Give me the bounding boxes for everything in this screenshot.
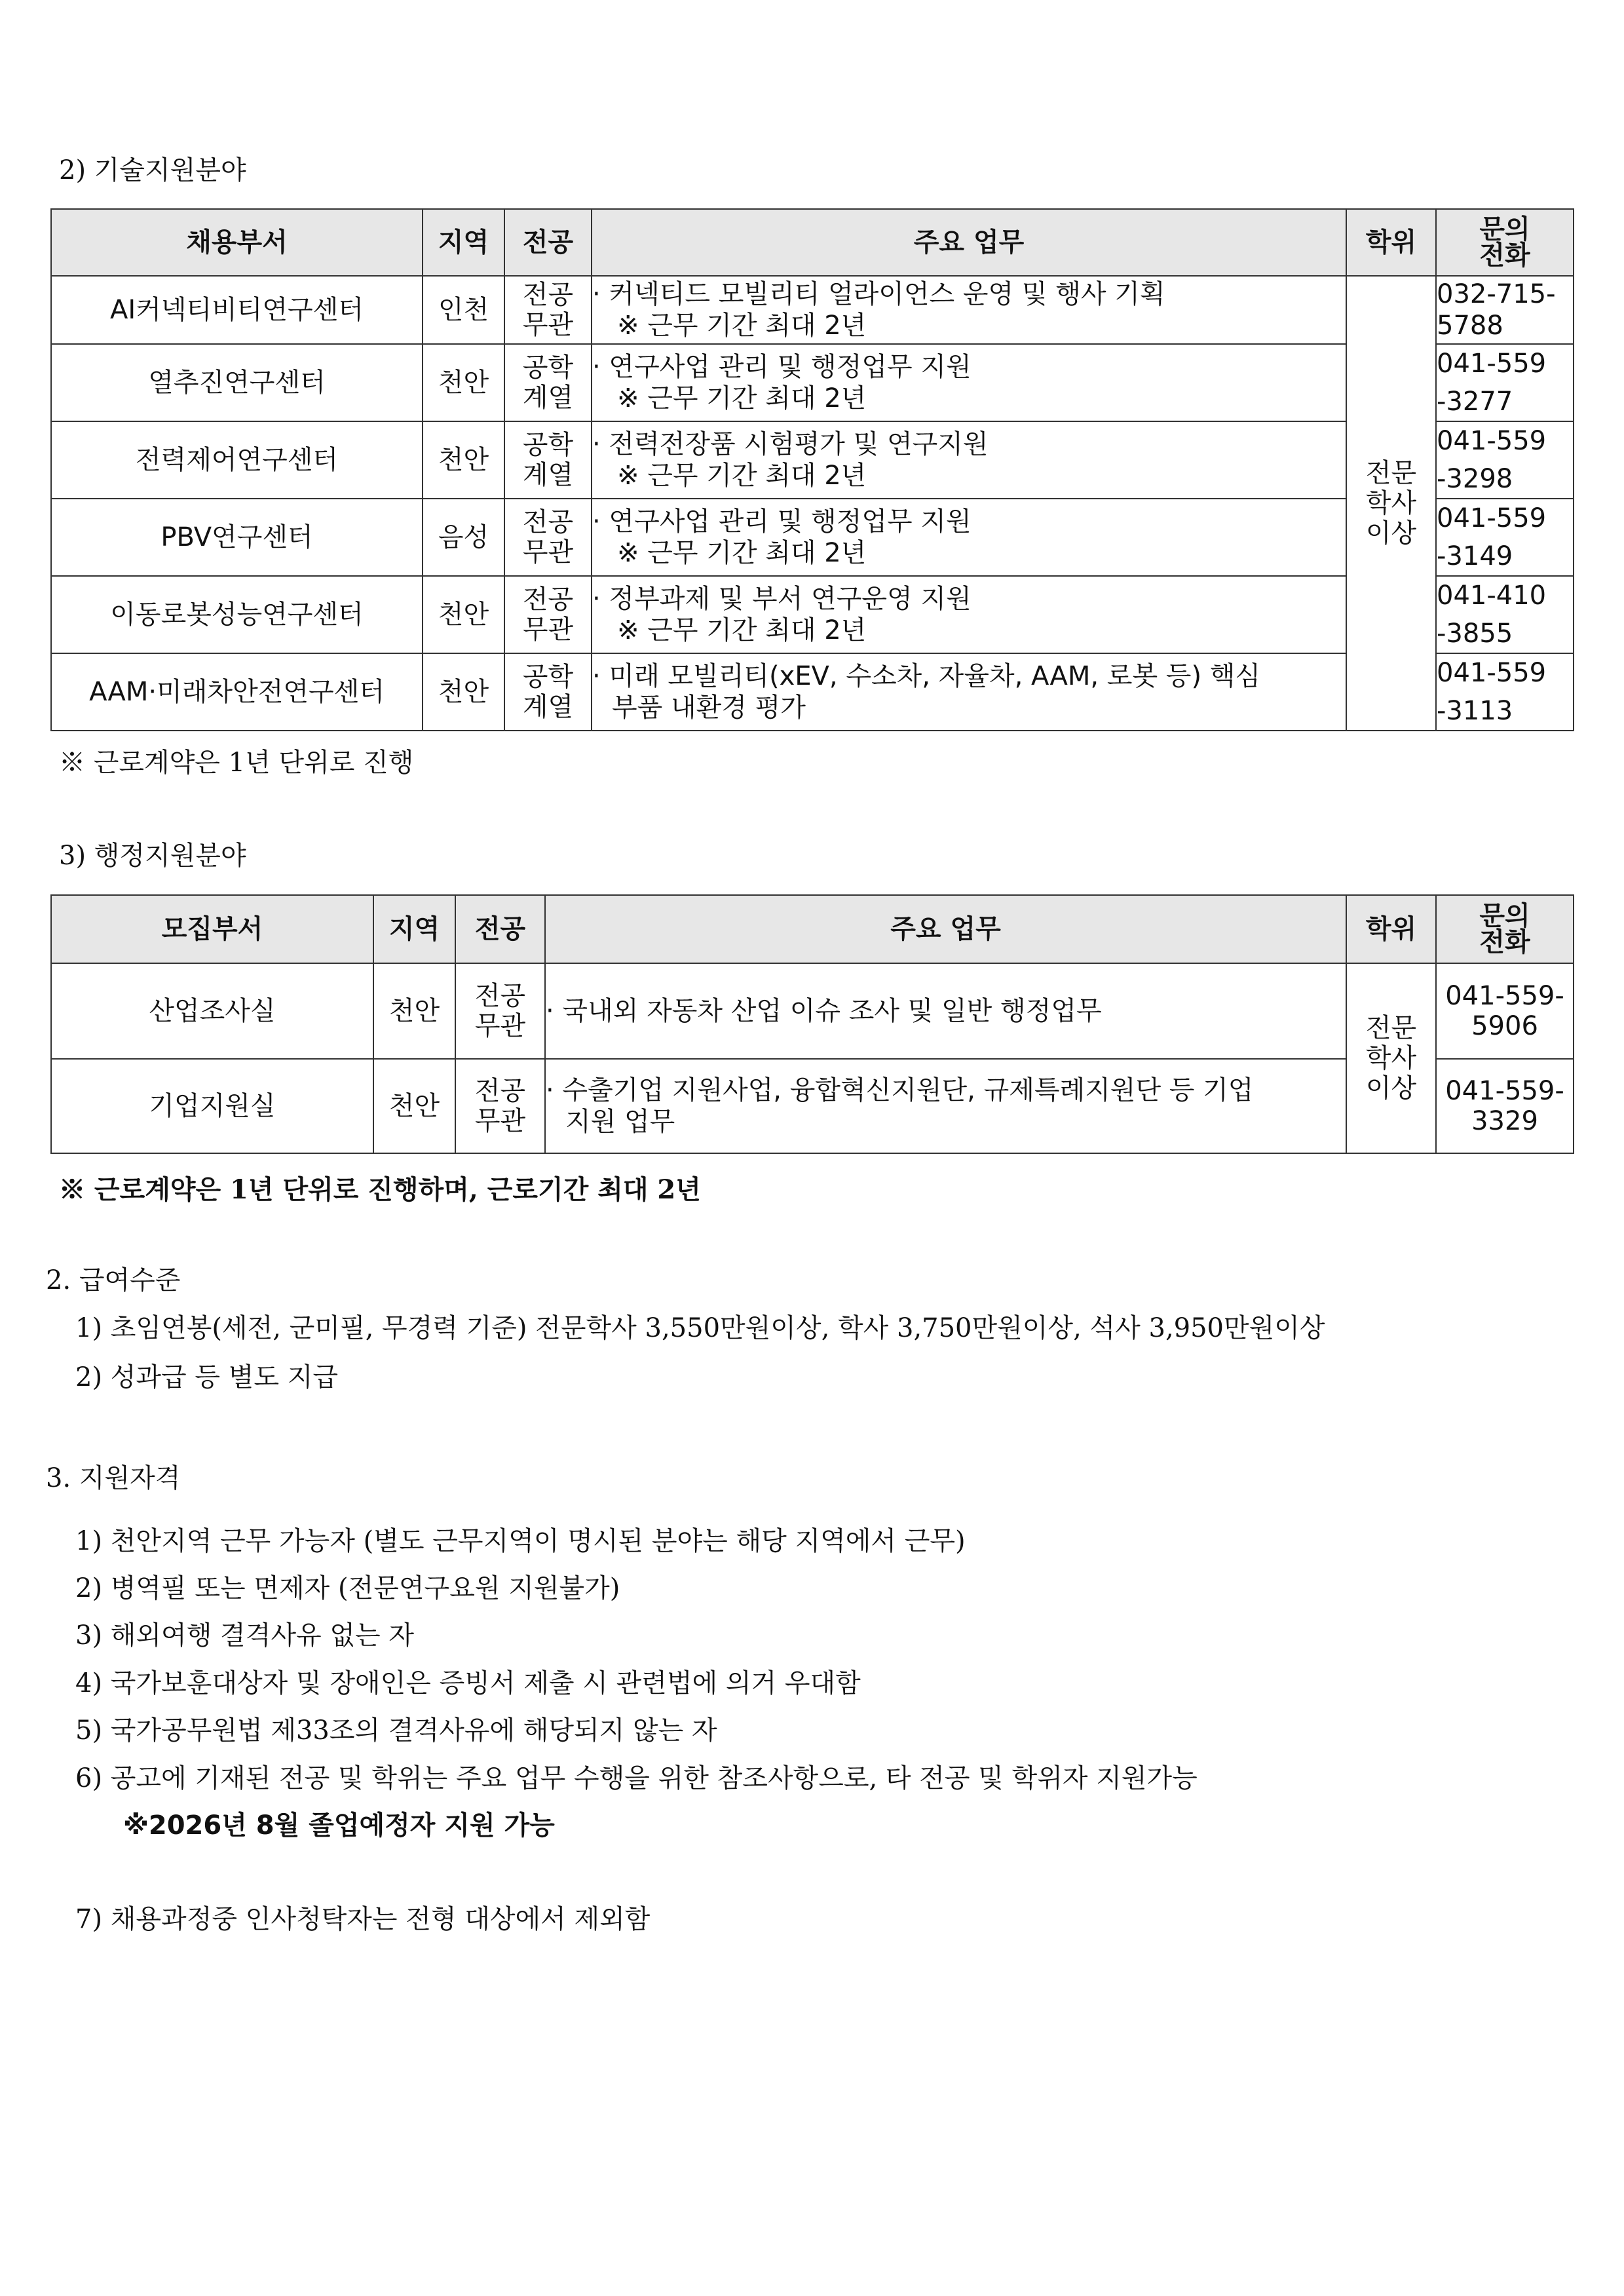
- phone-cell: 041-559 -3113: [1436, 653, 1574, 731]
- dept-cell: 전력제어연구센터: [51, 421, 423, 499]
- degree-cell: 전문 학사 이상: [1346, 276, 1436, 731]
- table-row: [51, 499, 1574, 576]
- duty-cell: · 미래 모빌리티(xEV, 수소차, 자율차, AAM, 로봇 등) 핵심 부품 내환경 평가: [592, 653, 1346, 731]
- col-header-duty: 주요 업무: [545, 895, 1346, 963]
- table-row: [51, 276, 1574, 344]
- major-cell: 공학 계열: [504, 421, 592, 499]
- col-header-degree: 학위: [1346, 895, 1436, 963]
- phone-cell: 041-410 -3855: [1436, 576, 1574, 653]
- phone-cell: 041-559- 5906: [1436, 963, 1574, 1059]
- duty-cell: · 국내외 자동차 산업 이슈 조사 및 일반 행정업무: [545, 963, 1346, 1059]
- col-header-region: 지역: [373, 895, 455, 963]
- dept-cell: AI커넥티비티연구센터: [51, 276, 423, 344]
- table-row: [51, 576, 1574, 653]
- col-header-major: 전공: [455, 895, 545, 963]
- salary-title: 2. 급여수준: [46, 1265, 181, 1295]
- table-row: [51, 963, 1574, 1059]
- dept-cell: 기업지원실: [51, 1059, 373, 1153]
- col-header-phone: 문의 전화: [1436, 895, 1574, 963]
- section-title-tech: 2) 기술지원분야: [59, 155, 246, 185]
- dept-cell: AAM·미래차안전연구센터: [51, 653, 423, 731]
- col-header-dept: 모집부서: [51, 895, 373, 963]
- duty-cell: · 수출기업 지원사업, 융합혁신지원단, 규제특례지원단 등 기업 지원 업무: [545, 1059, 1346, 1153]
- phone-cell: 041-559 -3298: [1436, 421, 1574, 499]
- tech-note: ※ 근로계약은 1년 단위로 진행: [59, 748, 414, 778]
- section-title-admin: 3) 행정지원분야: [59, 841, 246, 871]
- dept-cell: 산업조사실: [51, 963, 373, 1059]
- table-header-row: [51, 895, 1574, 963]
- duty-cell: · 정부과제 및 부서 연구운영 지원 ※ 근무 기간 최대 2년: [592, 576, 1346, 653]
- qualification-item: 3) 해외여행 결격사유 없는 자: [75, 1620, 414, 1651]
- major-cell: 공학 계열: [504, 653, 592, 731]
- dept-cell: 열추진연구센터: [51, 344, 423, 421]
- table-header-row: [51, 209, 1574, 276]
- phone-cell: 032-715- 5788: [1436, 276, 1574, 344]
- duty-cell: · 연구사업 관리 및 행정업무 지원 ※ 근무 기간 최대 2년: [592, 344, 1346, 421]
- qualification-item: 5) 국가공무원법 제33조의 결격사유에 해당되지 않는 자: [75, 1715, 717, 1746]
- col-header-region: 지역: [423, 209, 504, 276]
- phone-cell: 041-559 -3277: [1436, 344, 1574, 421]
- col-header-phone: 문의 전화: [1436, 209, 1574, 276]
- qualification-item: 2) 병역필 또는 면제자 (전문연구요원 지원불가): [75, 1573, 620, 1603]
- major-cell: 공학 계열: [504, 344, 592, 421]
- phone-cell: 041-559 -3149: [1436, 499, 1574, 576]
- admin-table: [50, 894, 1574, 1154]
- qualification-title: 3. 지원자격: [46, 1463, 181, 1493]
- region-cell: 천안: [423, 653, 504, 731]
- qualification-item: 4) 국가보훈대상자 및 장애인은 증빙서 제출 시 관련법에 의거 우대함: [75, 1668, 861, 1698]
- region-cell: 천안: [423, 344, 504, 421]
- admin-note: ※ 근로계약은 1년 단위로 진행하며, 근로기간 최대 2년: [59, 1174, 701, 1205]
- region-cell: 천안: [373, 963, 455, 1059]
- major-cell: 전공 무관: [455, 1059, 545, 1153]
- dept-cell: PBV연구센터: [51, 499, 423, 576]
- region-cell: 천안: [423, 421, 504, 499]
- major-cell: 전공 무관: [504, 276, 592, 344]
- salary-item: 1) 초임연봉(세전, 군미필, 무경력 기준) 전문학사 3,550만원이상, 학사 3,750만원이상, 석사 3,950만원이상: [75, 1313, 1325, 1343]
- table-row: [51, 1059, 1574, 1153]
- major-cell: 전공 무관: [455, 963, 545, 1059]
- dept-cell: 이동로봇성능연구센터: [51, 576, 423, 653]
- region-cell: 천안: [373, 1059, 455, 1153]
- qualification-item: 7) 채용과정중 인사청탁자는 전형 대상에서 제외함: [75, 1904, 651, 1934]
- major-cell: 전공 무관: [504, 499, 592, 576]
- phone-cell: 041-559- 3329: [1436, 1059, 1574, 1153]
- major-cell: 전공 무관: [504, 576, 592, 653]
- region-cell: 천안: [423, 576, 504, 653]
- graduation-note: ※2026년 8월 졸업예정자 지원 가능: [123, 1810, 555, 1841]
- region-cell: 인천: [423, 276, 504, 344]
- col-header-dept: 채용부서: [51, 209, 423, 276]
- duty-cell: · 커넥티드 모빌리티 얼라이언스 운영 및 행사 기획 ※ 근무 기간 최대 2년: [592, 276, 1346, 344]
- col-header-major: 전공: [504, 209, 592, 276]
- col-header-duty: 주요 업무: [592, 209, 1346, 276]
- table-row: [51, 653, 1574, 731]
- degree-cell: 전문 학사 이상: [1346, 963, 1436, 1153]
- duty-cell: · 연구사업 관리 및 행정업무 지원 ※ 근무 기간 최대 2년: [592, 499, 1346, 576]
- region-cell: 음성: [423, 499, 504, 576]
- tech-table: [50, 208, 1574, 731]
- col-header-degree: 학위: [1346, 209, 1436, 276]
- table-row: [51, 421, 1574, 499]
- duty-cell: · 전력전장품 시험평가 및 연구지원 ※ 근무 기간 최대 2년: [592, 421, 1346, 499]
- table-row: [51, 344, 1574, 421]
- salary-item: 2) 성과급 등 별도 지급: [75, 1362, 339, 1392]
- qualification-item: 1) 천안지역 근무 가능자 (별도 근무지역이 명시된 분야는 해당 지역에서 근무): [75, 1526, 966, 1556]
- qualification-item: 6) 공고에 기재된 전공 및 학위는 주요 업무 수행을 위한 참조사항으로, 타 전공 및 학위자 지원가능: [75, 1763, 1198, 1793]
